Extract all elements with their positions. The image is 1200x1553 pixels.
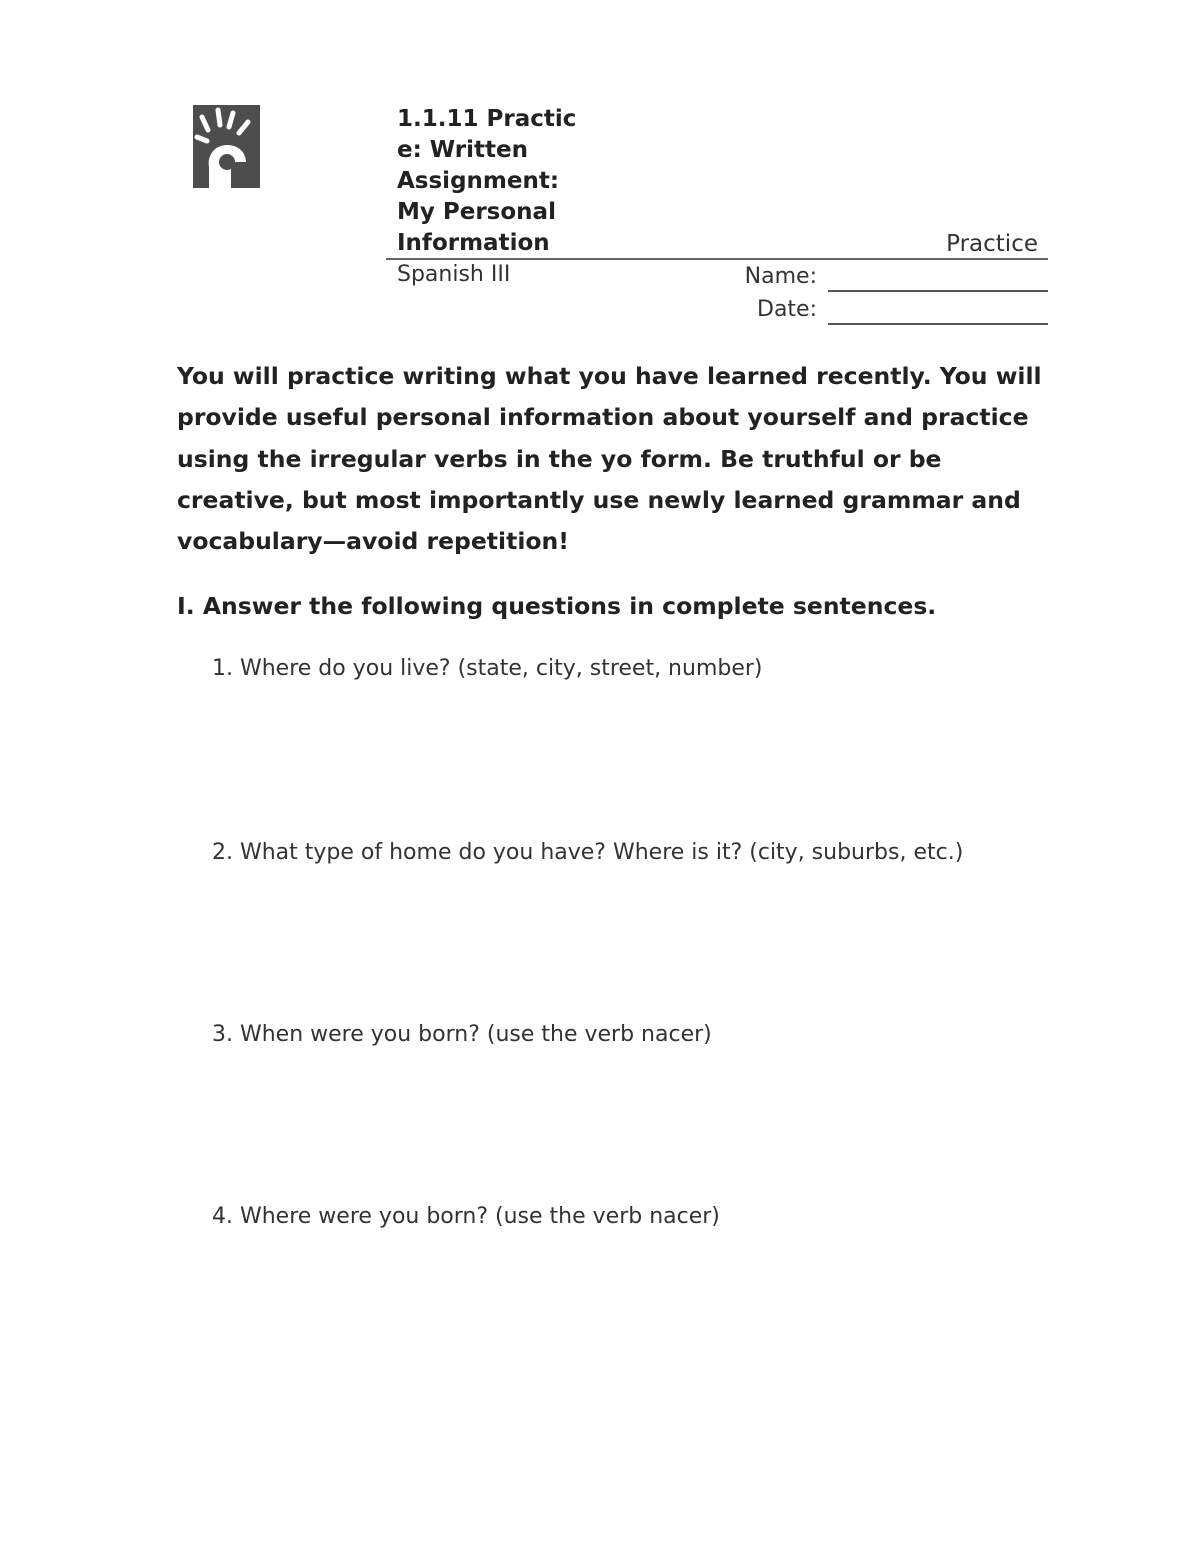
assignment-title bbox=[397, 104, 597, 259]
assignment-type-label: Practice bbox=[946, 231, 1038, 257]
date-field[interactable] bbox=[828, 323, 1048, 325]
hand-with-light-rays-icon bbox=[193, 105, 260, 188]
course-name: Spanish III bbox=[397, 262, 511, 287]
question-3: 3. When were you born? (use the verb nacer) bbox=[212, 1022, 712, 1047]
question-2: 2. What type of home do you have? Where is it? (city, suburbs, etc.) bbox=[212, 840, 964, 865]
question-1: 1. Where do you live? (state, city, street, number) bbox=[212, 656, 763, 681]
instructions-line: vocabulary—avoid repetition! bbox=[177, 527, 569, 556]
instructions-line: You will practice writing what you have learned recently. You will bbox=[177, 362, 1042, 390]
date-label: Date: bbox=[757, 297, 817, 322]
name-label: Name: bbox=[744, 264, 817, 289]
question-4: 4. Where were you born? (use the verb nacer) bbox=[212, 1204, 720, 1229]
section-heading: I. Answer the following questions in complete sentences. bbox=[177, 592, 937, 620]
instructions-line: using the irregular verbs in the yo form. Be truthful or be bbox=[177, 444, 942, 473]
title-line: Assignment: bbox=[397, 168, 560, 194]
title-line: Information bbox=[397, 230, 550, 256]
instructions-line: provide useful personal information about yourself and practice bbox=[177, 403, 1029, 432]
instructions-line: creative, but most importantly use newly learned grammar and bbox=[177, 485, 1021, 514]
title-line: My Personal bbox=[397, 199, 556, 225]
title-line: 1.1.11 Practic bbox=[397, 106, 577, 132]
title-line: e: Written bbox=[397, 137, 528, 163]
instructions-paragraph bbox=[177, 356, 1057, 562]
name-field[interactable] bbox=[828, 290, 1048, 292]
